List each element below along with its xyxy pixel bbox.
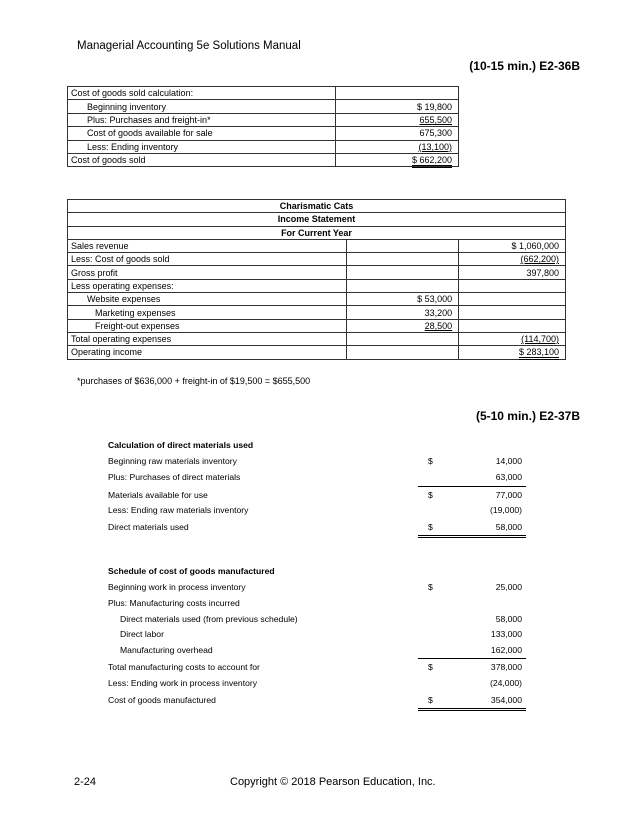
row-amount: (19,000) [489, 505, 522, 515]
row-label: Direct materials used [108, 522, 189, 532]
schedule-row [108, 489, 526, 502]
row-label: Manufacturing overhead [120, 645, 213, 655]
row-value-text: 675,300 [419, 128, 452, 139]
row-label: Materials available for use [108, 490, 208, 500]
row-label: Plus: Purchases and freight-in* [68, 113, 336, 126]
cogm-title: Schedule of cost of goods manufactured [108, 566, 275, 576]
exercise-heading-e2-37b: (5-10 min.) E2-37B [475, 409, 580, 423]
middle-amount-text: 28,500 [424, 320, 453, 331]
statement-title: Income Statement [68, 213, 566, 226]
row-label: Direct labor [120, 629, 164, 639]
row-label: Less operating expenses: [68, 279, 347, 292]
right-amount [459, 266, 566, 279]
right-amount-text: (662,200) [520, 254, 559, 265]
row-label: Cost of goods available for sale [68, 127, 336, 140]
purchases-footnote: *purchases of $636,000 + freight-in of $19,500 = $655,500 [77, 376, 311, 386]
row-amount: 58,000 [495, 522, 522, 532]
row-label: Beginning inventory [68, 100, 336, 113]
table-row [68, 319, 566, 332]
row-label: Cost of goods sold [68, 153, 336, 166]
middle-amount [347, 332, 459, 345]
row-label: Less: Ending inventory [68, 140, 336, 153]
page-number: 2-24 [74, 776, 97, 788]
right-amount-text: $ 283,100 [519, 347, 559, 360]
cogs-calculation-table [67, 86, 459, 167]
table-row [68, 293, 566, 306]
table-row [68, 306, 566, 319]
schedule-row [108, 677, 526, 690]
schedule-row [108, 628, 526, 641]
dollar-sign: $ [428, 582, 433, 592]
row-label: Plus: Manufacturing costs incurred [108, 598, 240, 608]
right-amount [459, 293, 566, 306]
row-value [336, 100, 459, 113]
schedule-row [108, 694, 526, 707]
dollar-sign: $ [428, 522, 433, 532]
middle-amount [347, 279, 459, 292]
table-row [68, 113, 459, 126]
row-label: Gross profit [68, 266, 347, 279]
row-amount: 14,000 [495, 456, 522, 466]
right-amount [459, 306, 566, 319]
row-amount: 25,000 [495, 582, 522, 592]
rule-line [418, 708, 526, 709]
right-amount [459, 319, 566, 332]
row-label: Freight-out expenses [68, 319, 347, 332]
row-label: Less: Cost of goods sold [68, 253, 347, 266]
schedule-row [108, 521, 526, 534]
middle-amount [347, 306, 459, 319]
schedule-row [108, 661, 526, 674]
income-statement-table [67, 199, 566, 360]
row-label: Beginning work in process inventory [108, 582, 246, 592]
row-value [336, 113, 459, 126]
dollar-sign: $ [428, 662, 433, 672]
right-amount [459, 346, 566, 359]
row-label: Plus: Purchases of direct materials [108, 472, 241, 482]
statement-period: For Current Year [68, 226, 566, 239]
rule-line [418, 535, 526, 536]
schedule-row [108, 581, 526, 594]
rule-line [418, 537, 526, 538]
row-label: Marketing expenses [68, 306, 347, 319]
schedule-row [108, 644, 526, 657]
row-label: Sales revenue [68, 239, 347, 252]
row-value-text: 655,500 [419, 114, 452, 125]
right-amount [459, 253, 566, 266]
row-label: Cost of goods sold calculation: [68, 87, 336, 100]
row-amount: 378,000 [490, 662, 522, 672]
company-name: Charismatic Cats [68, 200, 566, 213]
right-amount [459, 239, 566, 252]
right-amount [459, 279, 566, 292]
row-label: Less: Ending work in process inventory [108, 678, 258, 688]
exercise-heading-e2-36b: (10-15 min.) E2-36B [469, 59, 580, 73]
table-row [68, 266, 566, 279]
row-value-text: $ 662,200 [412, 155, 452, 168]
row-amount: 77,000 [495, 490, 522, 500]
schedule-row [108, 613, 526, 626]
direct-materials-title: Calculation of direct materials used [108, 440, 254, 450]
dollar-sign: $ [428, 456, 433, 466]
middle-amount [347, 346, 459, 359]
row-label: Total manufacturing costs to account for [108, 662, 260, 672]
page-header: Managerial Accounting 5e Solutions Manual [77, 40, 301, 52]
table-row [68, 100, 459, 113]
rule-line [418, 658, 526, 659]
row-label: Direct materials used (from previous schedule) [120, 614, 298, 624]
middle-amount-text: $ 53,000 [417, 294, 453, 305]
dollar-sign: $ [428, 490, 433, 500]
middle-amount [347, 253, 459, 266]
row-value [336, 153, 459, 166]
dollar-sign: $ [428, 695, 433, 705]
row-value [336, 127, 459, 140]
table-row [68, 127, 459, 140]
row-label: Less: Ending raw materials inventory [108, 505, 249, 515]
row-value-text: $ 19,800 [416, 101, 452, 112]
right-amount-text: $ 1,060,000 [511, 241, 559, 252]
row-amount: (24,000) [489, 678, 522, 688]
row-amount: 354,000 [490, 695, 522, 705]
schedule-row [108, 504, 526, 517]
row-label: Website expenses [68, 293, 347, 306]
rule-line [418, 486, 526, 487]
row-value [336, 140, 459, 153]
middle-amount [347, 266, 459, 279]
table-row [68, 332, 566, 345]
row-value-text: (13,100) [418, 141, 452, 152]
table-row [68, 239, 566, 252]
row-amount: 63,000 [495, 472, 522, 482]
table-row [68, 253, 566, 266]
table-row [68, 140, 459, 153]
row-amount: 133,000 [490, 629, 522, 639]
schedule-row [108, 455, 526, 468]
row-label: Operating income [68, 346, 347, 359]
row-amount: 162,000 [490, 645, 522, 655]
right-amount-text: 397,800 [526, 267, 559, 278]
row-label: Total operating expenses [68, 332, 347, 345]
table-row [68, 279, 566, 292]
row-value [336, 87, 459, 100]
schedule-row [108, 471, 526, 484]
middle-amount [347, 239, 459, 252]
row-amount: 58,000 [495, 614, 522, 624]
table-row [68, 153, 459, 166]
table-row [68, 346, 566, 359]
middle-amount [347, 319, 459, 332]
right-amount [459, 332, 566, 345]
copyright-notice: Copyright © 2018 Pearson Education, Inc. [230, 776, 436, 788]
row-label: Cost of goods manufactured [108, 695, 216, 705]
middle-amount-text: 33,200 [424, 307, 453, 318]
row-label: Beginning raw materials inventory [108, 456, 237, 466]
rule-line [418, 710, 526, 711]
schedule-row [108, 597, 526, 610]
middle-amount [347, 293, 459, 306]
right-amount-text: (114,700) [521, 334, 559, 345]
table-row [68, 87, 459, 100]
